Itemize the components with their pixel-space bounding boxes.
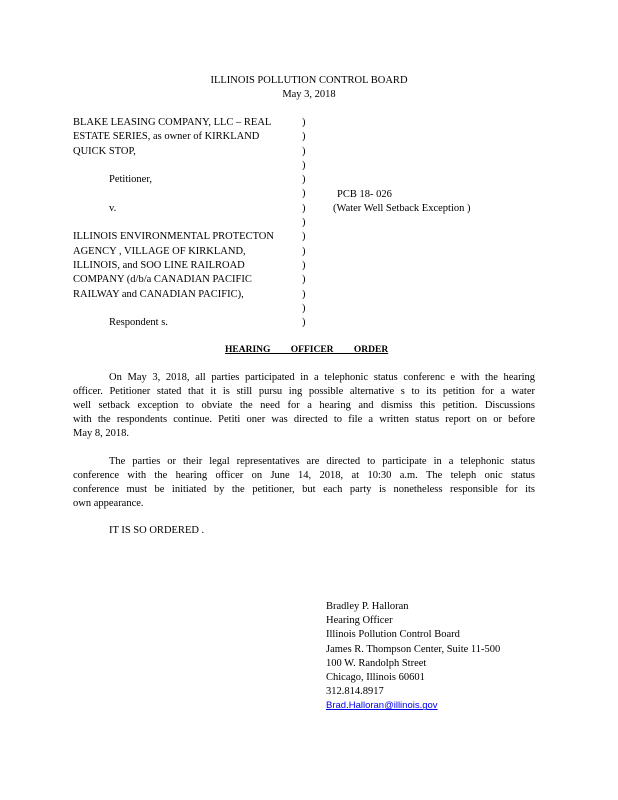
respondent-line: COMPANY (d/b/a CANADIAN PACIFIC <box>73 274 252 286</box>
caption-paren: ) <box>302 159 306 171</box>
caption-paren: ) <box>302 202 306 214</box>
board-title: ILLINOIS POLLUTION CONTROL BOARD <box>210 75 408 86</box>
paragraph-line: own appearance. <box>73 498 144 509</box>
caption-paren: ) <box>302 145 306 157</box>
respondent-line: ILLINOIS ENVIRONMENTAL PROTECTON <box>73 231 274 243</box>
caption-paren: ) <box>302 231 306 243</box>
paragraph-line: well setback exception to obviate the need for a hearing and dismiss this petition. Discussions <box>73 400 535 411</box>
caption-paren: ) <box>302 174 306 186</box>
petitioner-line: ESTATE SERIES, as owner of KIRKLAND <box>73 131 260 143</box>
case-caption-parties <box>73 116 298 330</box>
case-number: PCB 18- 026 <box>337 189 392 200</box>
signature-block <box>326 600 500 714</box>
caption-paren-column <box>302 116 306 330</box>
signer-org: Illinois Pollution Control Board <box>326 629 460 641</box>
paragraph-line: conference must be initiated by the petitioner, but each party is nonetheless responsible for its <box>73 484 535 495</box>
respondent-line: RAILWAY and CANADIAN PACIFIC), <box>73 288 244 300</box>
caption-paren: ) <box>302 274 306 286</box>
caption-paren: ) <box>302 302 306 314</box>
signer-city: Chicago, Illinois 60601 <box>326 672 425 684</box>
versus-label: v. <box>109 202 117 214</box>
signer-email-link[interactable]: Brad.Halloran@illinois.gov <box>326 700 438 712</box>
paragraph-line: with the respondents continue. Petiti oner was directed to file a written status report on or before <box>73 414 535 425</box>
caption-paren: ) <box>302 217 306 229</box>
caption-paren: ) <box>302 259 306 271</box>
petitioner-line: BLAKE LEASING COMPANY, LLC – REAL <box>73 117 272 128</box>
petitioner-label: Petitioner, <box>109 174 153 186</box>
order-paragraph <box>73 371 535 441</box>
paragraph-line: May 8, 2018. <box>73 428 129 439</box>
order-heading: HEARING OFFICER ORDER <box>225 345 389 355</box>
caption-paren: ) <box>302 117 306 128</box>
caption-paren: ) <box>302 288 306 300</box>
paragraph-line: On May 3, 2018, all parties participated in a telephonic status conferenc e with the hearing <box>109 372 535 383</box>
caption-paren: ) <box>302 317 306 329</box>
order-paragraph <box>73 455 535 511</box>
caption-paren: ) <box>302 188 306 200</box>
signer-name: Bradley P. Halloran <box>326 601 409 612</box>
paragraph-line: conference with the hearing officer on June 14, 2018, at 10:30 a.m. The teleph onic status <box>73 470 535 481</box>
signer-street: 100 W. Randolph Street <box>326 657 427 669</box>
respondent-line: ILLINOIS, and SOO LINE RAILROAD <box>73 259 245 271</box>
petitioner-line: QUICK STOP, <box>73 145 136 157</box>
order-date: May 3, 2018 <box>282 89 336 100</box>
so-ordered: IT IS SO ORDERED . <box>109 525 205 536</box>
respondent-label: Respondent s. <box>109 317 168 329</box>
signer-phone: 312.814.8917 <box>326 686 384 698</box>
signer-title: Hearing Officer <box>326 615 393 627</box>
respondent-line: AGENCY , VILLAGE OF KIRKLAND, <box>73 245 246 257</box>
case-type: (Water Well Setback Exception ) <box>333 203 471 214</box>
paragraph-line: The parties or their legal representatives are directed to participate in a telephonic status <box>109 456 535 467</box>
caption-paren: ) <box>302 131 306 143</box>
caption-paren: ) <box>302 245 306 257</box>
signer-building: James R. Thompson Center, Suite 11-500 <box>326 643 501 655</box>
paragraph-line: officer. Petitioner stated that it is still pursu ing possible alternative s to its petition for a water <box>73 386 535 397</box>
